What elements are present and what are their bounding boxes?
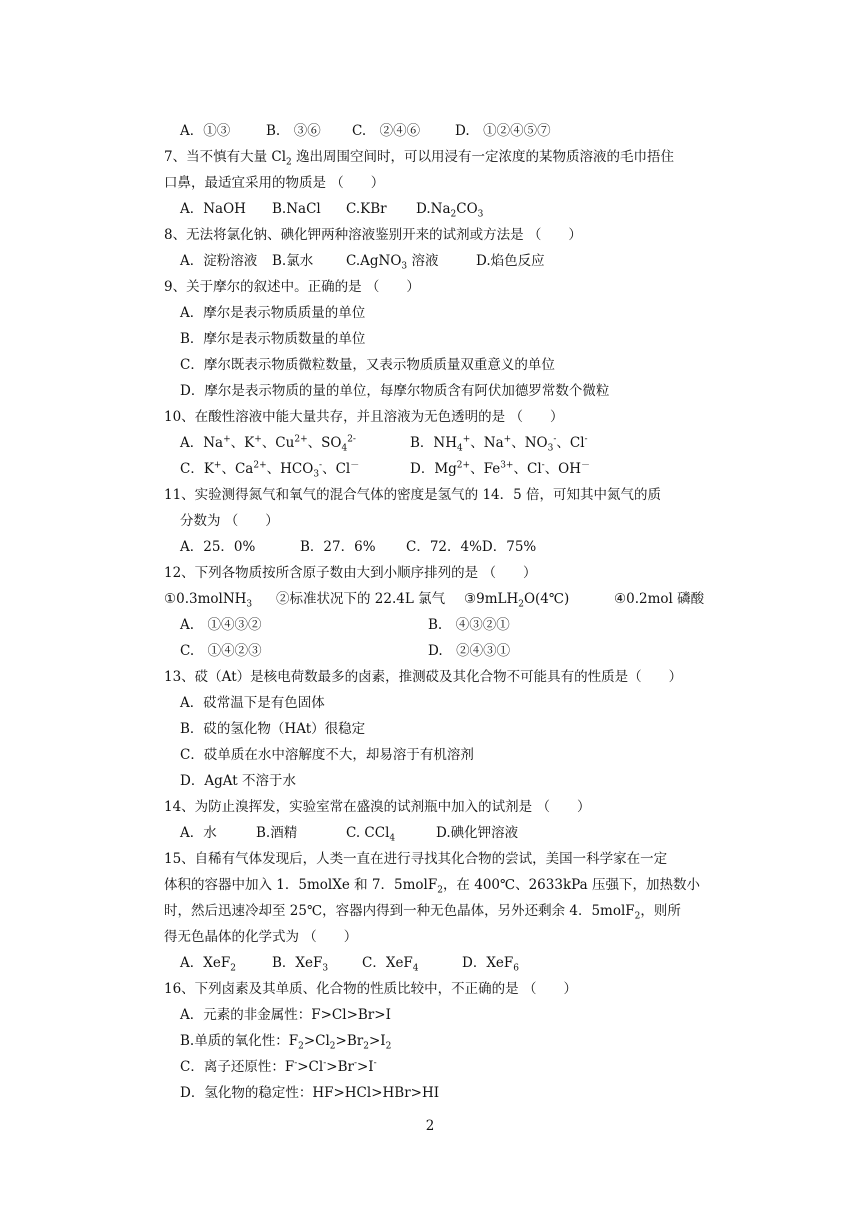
q12-item-4: ④0.2mol 磷酸 xyxy=(614,591,705,607)
q12-stem: 12、下列各物质按所含原子数由大到小顺序排列的是 （ ） xyxy=(164,565,537,581)
q15-option-c: C．XeF$_4$ xyxy=(362,955,419,974)
q15-option-d: D．XeF$_6$ xyxy=(462,955,520,974)
q6-option-b: B. ③⑥ xyxy=(266,123,321,139)
q10-option-c: C．K+、$Ca^{2+}$、$HCO_3^-$、Cl－ xyxy=(180,460,360,480)
q13-option-c: C．砹单质在水中溶解度不大，却易溶于有机溶剂 xyxy=(180,747,474,763)
q14-option-d: D.碘化钾溶液 xyxy=(436,825,519,841)
q16-stem: 16、下列卤素及其单质、化合物的性质比较中，不正确的是 （ ） xyxy=(164,981,577,997)
q9-option-c: C．摩尔既表示物质微粒数量，又表示物质质量双重意义的单位 xyxy=(180,357,555,373)
page-number: 2 xyxy=(425,1118,435,1134)
q14-option-c: C. CCl$_4$ xyxy=(346,825,396,844)
q15-stem-line4: 得无色晶体的化学式为 （ ） xyxy=(164,929,358,945)
q13-option-a: A．砹常温下是有色固体 xyxy=(180,695,325,711)
q16-option-d: D．氢化物的稳定性：HF>HCl>HBr>HI xyxy=(180,1085,440,1101)
q8-stem: 8、无法将氯化钠、碘化钾两种溶液鉴别开来的试剂或方法是 （ ） xyxy=(164,227,582,243)
q12-item-1: ①0.3molNH$_3$ xyxy=(164,591,253,610)
q6-option-c: C. ②④⑥ xyxy=(352,123,421,139)
q11-option-a: A．25．0% xyxy=(180,539,256,555)
q12-item-2: ②标准状况下的 22.4L 氯气 xyxy=(276,591,446,607)
q6-option-d: D. ①②④⑤⑦ xyxy=(455,123,551,139)
q15-stem-line3: 时，然后迅速冷却至 25℃，容器内得到一种无色晶体，另外还剩余 4．5molF$_2$，则所 xyxy=(164,903,681,922)
q11-stem-line2: 分数为 （ ） xyxy=(180,513,279,529)
q11-option-b: B．27．6% xyxy=(300,539,376,555)
q16-option-c: C．离子还原性：F->Cl->Br->I- xyxy=(180,1058,377,1075)
q12-item-3: ③9mLH$_2$O(4℃) xyxy=(464,591,570,610)
q13-option-b: B．砹的氢化物（HAt）很稳定 xyxy=(180,721,366,737)
q13-option-d: D．AgAt 不溶于水 xyxy=(180,773,296,789)
q7-stem-line1: 7、当不慎有大量 $Cl_2$ 逸出周围空间时，可以用浸有一定浓度的某物质溶液的毛巾捂住 xyxy=(164,149,675,168)
q10-option-d: D．$Mg^{2+}$、$Fe^{3+}$、Cl-、OH－ xyxy=(410,460,591,477)
q7-option-d: $D.Na_2CO_3$ xyxy=(416,201,484,220)
q14-option-a: A．水 xyxy=(180,825,217,841)
q7-option-a: A．NaOH xyxy=(180,201,246,217)
q10-stem: 10、在酸性溶液中能大量共存，并且溶液为无色透明的是 （ ） xyxy=(164,409,564,425)
q16-option-b: B.单质的氧化性：$F_2>Cl_2>Br_2>I_2$ xyxy=(180,1033,392,1052)
q13-stem: 13、砹（At）是核电荷数最多的卤素，推测砹及其化合物不可能具有的性质是（ ） xyxy=(164,669,683,685)
q12-option-c: C. ①④②③ xyxy=(180,643,262,659)
q10-option-a: A．Na+、K+、$Cu^{2+}$、$SO_4^{2-}$ xyxy=(180,434,356,454)
q15-stem-line2: 体积的容器中加入 1．5molXe 和 7．5molF$_2$，在 400℃、2633kPa 压强下，加热数小 xyxy=(164,877,700,896)
q10-option-b: B．$NH_4^+$、Na+、$NO_3^-$、Cl- xyxy=(410,434,588,454)
q15-stem-line1: 15、自稀有气体发现后，人类一直在进行寻找其化合物的尝试，美国一科学家在一定 xyxy=(164,851,668,867)
q14-option-b: B.酒精 xyxy=(256,825,298,841)
q11-option-cd: C．72．4%D．75% xyxy=(406,539,537,555)
q8-option-b: B.氯水 xyxy=(272,253,314,269)
q8-option-d: D.焰色反应 xyxy=(476,253,545,269)
q14-stem: 14、为防止溴挥发，实验室常在盛溴的试剂瓶中加入的试剂是 （ ） xyxy=(164,799,591,815)
q15-option-b: B．XeF$_3$ xyxy=(272,955,329,974)
q12-option-b: B. ④③②① xyxy=(428,617,510,633)
q8-option-a: A．淀粉溶液 xyxy=(180,253,258,269)
q12-option-a: A. ①④③② xyxy=(180,617,262,633)
q7-option-b: B.NaCl xyxy=(272,201,321,217)
q12-option-d: D. ②④③① xyxy=(428,643,511,659)
q8-option-c: C.AgNO$_3$ 溶液 xyxy=(346,253,439,272)
q7-option-c: C.KBr xyxy=(346,201,387,217)
q15-option-a: A．XeF$_2$ xyxy=(180,955,236,974)
q9-option-d: D．摩尔是表示物质的量的单位，每摩尔物质含有阿伏加德罗常数个微粒 xyxy=(180,383,610,399)
q6-option-a: A．①③ xyxy=(180,123,231,139)
q9-stem: 9、关于摩尔的叙述中。正确的是 （ ） xyxy=(164,279,420,295)
q16-option-a: A．元素的非金属性：F>Cl>Br>I xyxy=(180,1007,391,1023)
q9-option-a: A．摩尔是表示物质质量的单位 xyxy=(180,305,366,321)
q7-stem-line2: 口鼻，最适宜采用的物质是 （ ） xyxy=(164,175,385,191)
q11-stem-line1: 11、实验测得氮气和氧气的混合气体的密度是氢气的 14．5 倍，可知其中氮气的质 xyxy=(164,487,662,503)
q9-option-b: B．摩尔是表示物质数量的单位 xyxy=(180,331,366,347)
